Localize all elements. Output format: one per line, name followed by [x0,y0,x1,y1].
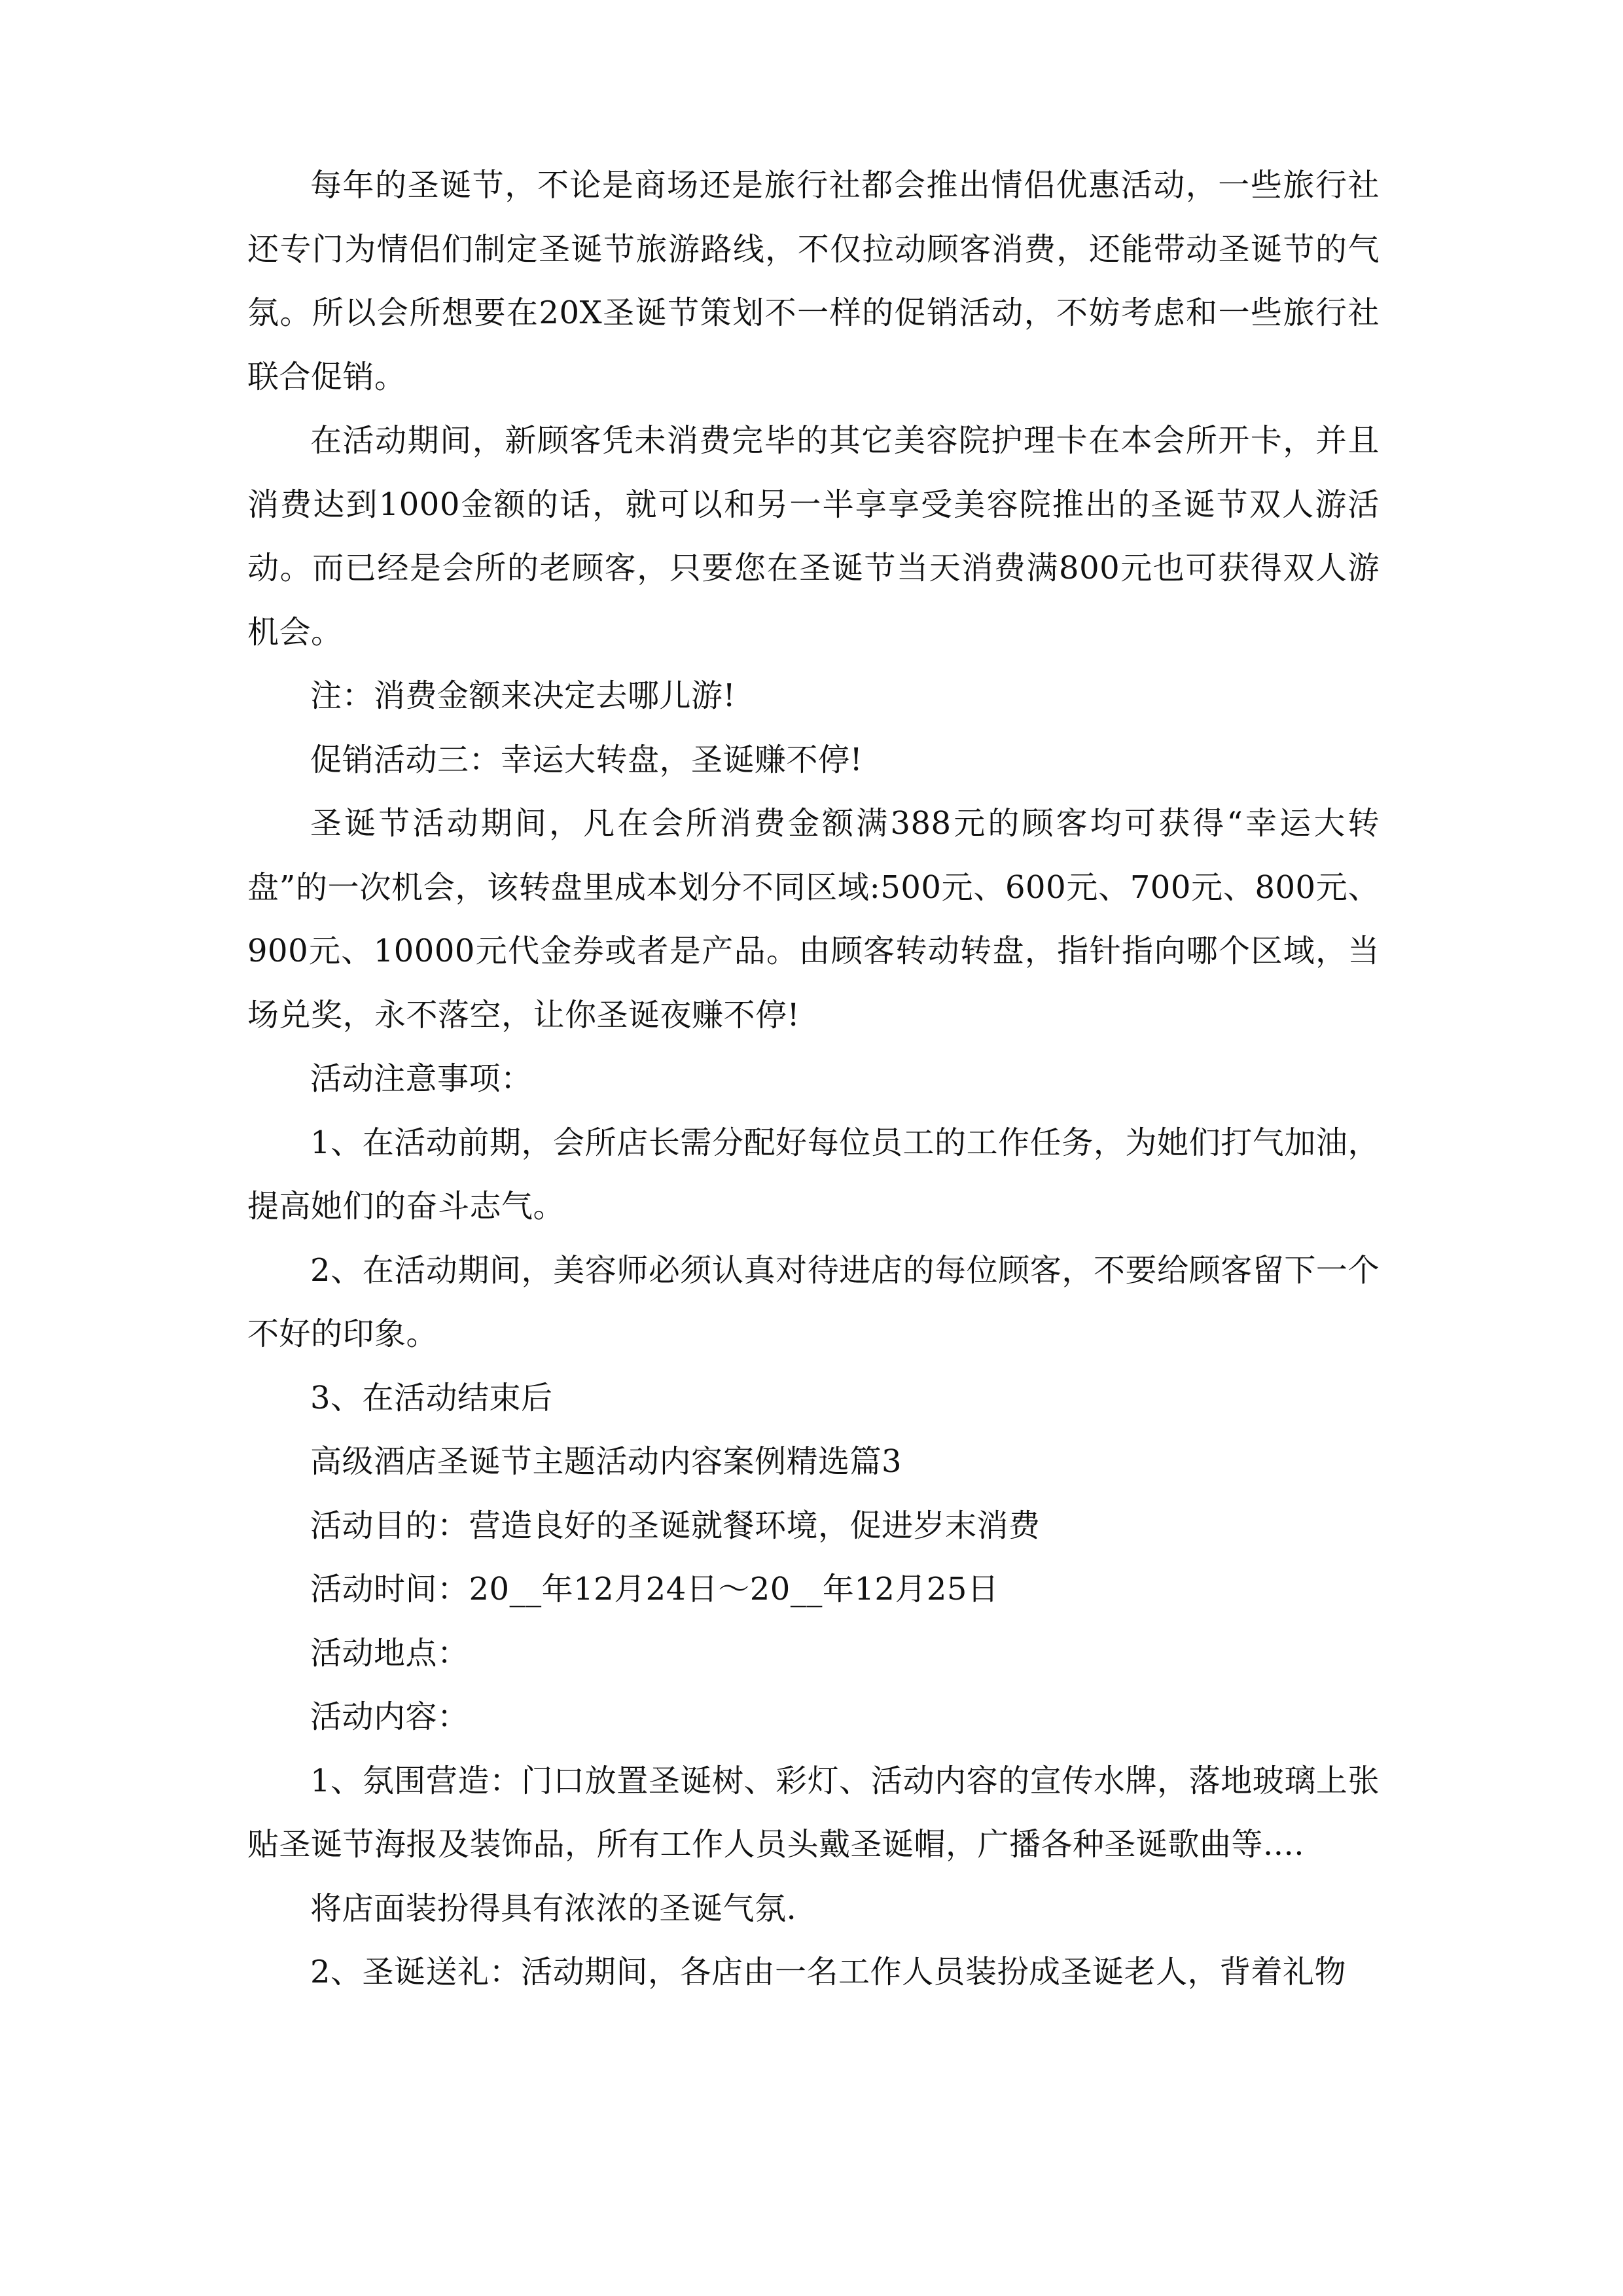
document-body [247,154,1380,2005]
paragraph-activity-location: 活动地点： [310,1634,469,1672]
paragraph-note: 注：消费金额来决定去哪儿游! [310,677,736,714]
section-title: 高级酒店圣诞节主题活动内容案例精选篇3 [310,1443,902,1480]
paragraph-activity-purpose: 活动目的：营造良好的圣诞就餐环境，促进岁末消费 [310,1507,1041,1544]
paragraph-note-item-2: 2、在活动期间，美容师必须认真对待进店的每位顾客，不要给顾客留下一个不好的印象。 [247,1251,1380,1352]
paragraph-note-item-3: 3、在活动结束后 [310,1379,553,1416]
paragraph-note-item-1: 1、在活动前期，会所店长需分配好每位员工的工作任务，为她们打气加油，提高她们的奋斗志气。 [247,1124,1380,1225]
paragraph-christmas-couples-promo: 每年的圣诞节，不论是商场还是旅行社都会推出情侣优惠活动，一些旅行社还专门为情侣们制定圣诞节旅游路线，不仅拉动顾客消费，还能带动圣诞节的气氛。所以会所想要在20X圣诞节策划不一样的促销活动，不妨考虑和一些旅行社联合促销。 [247,167,1380,395]
paragraph-new-customer-offer: 在活动期间，新顾客凭未消费完毕的其它美容院护理卡在本会所开卡，并且消费达到1000金额的话，就可以和另一半享享受美容院推出的圣诞节双人游活动。而已经是会所的老顾客，只要您在圣诞节当天消费满800元也可获得双人游机会。 [247,422,1380,651]
paragraph-store-decoration: 将店面装扮得具有浓浓的圣诞气氛. [310,1890,797,1927]
paragraph-atmosphere: 1、氛围营造：门口放置圣诞树、彩灯、活动内容的宣传水牌，落地玻璃上张贴圣诞节海报及装饰品，所有工作人员头戴圣诞帽，广播各种圣诞歌曲等.... [247,1762,1380,1863]
paragraph-promo-three-heading: 促销活动三：幸运大转盘，圣诞赚不停! [310,741,863,778]
paragraph-activity-content: 活动内容： [310,1698,469,1735]
paragraph-notes-heading: 活动注意事项： [310,1060,533,1097]
paragraph-activity-time: 活动时间：20__年12月24日～20__年12月25日 [310,1571,999,1607]
paragraph-christmas-gifts: 2、圣诞送礼：活动期间，各店由一名工作人员装扮成圣诞老人，背着礼物 [310,1954,1347,1990]
paragraph-lucky-wheel: 圣诞节活动期间，凡在会所消费金额满388元的顾客均可获得“幸运大转盘”的一次机会，该转盘里成本划分不同区域:500元、600元、700元、800元、900元、10000元代金券或者是产品。由顾客转动转盘，指针指向哪个区域，当场兑奖，永不落空，让你圣诞夜赚不停! [247,805,1380,1033]
